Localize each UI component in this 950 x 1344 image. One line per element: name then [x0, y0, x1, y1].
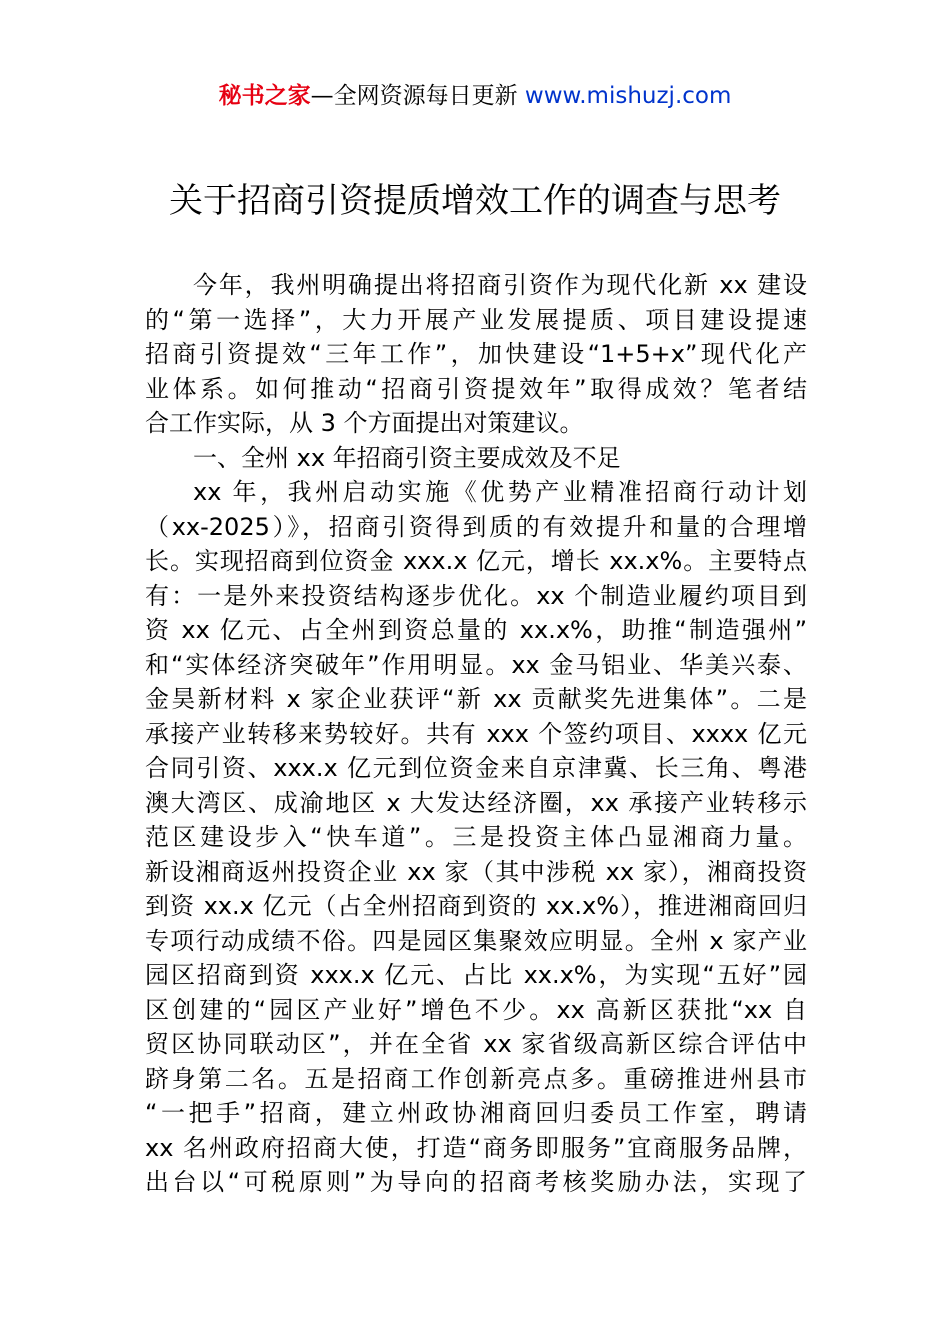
body-line: 今年，我州明确提出将招商引资作为现代化新 xx 建设 [193, 271, 807, 299]
body-line: 资 xx 亿元、占全州到资总量的 xx.x%，助推“制造强州” [145, 616, 807, 644]
section-heading: 一、全州 xx 年招商引资主要成效及不足 [193, 443, 621, 472]
body-line: 业体系。如何推动“招商引资提效年”取得成效？笔者结 [145, 374, 807, 403]
body-line: （xx-2025）》，招商引资得到质的有效提升和量的合理增 [145, 512, 807, 541]
body-line: xx 名州政府招商大使，打造“商务即服务”宜商服务品牌， [145, 1133, 807, 1162]
body-line: 有：一是外来投资结构逐步优化。xx 个制造业履约项目到 [145, 581, 807, 610]
document-body [145, 268, 807, 1200]
site-header [0, 80, 950, 112]
body-line: 跻身第二名。五是招商工作创新亮点多。重磅推进州县市 [145, 1064, 807, 1093]
body-line: 范区建设步入“快车道”。三是投资主体凸显湘商力量。 [145, 823, 807, 851]
body-line: 招商引资提效“三年工作”，加快建设“1+5+x”现代化产 [145, 340, 807, 368]
body-line: 出台以“可税原则”为导向的招商考核奖励办法，实现了 [145, 1168, 807, 1196]
body-line: 金昊新材料 x 家企业获评“新 xx 贡献奖先进集体”。二是 [145, 685, 807, 713]
site-brand: 秘书之家 [218, 83, 311, 109]
body-line: 合工作实际，从 3 个方面提出对策建议。 [145, 409, 584, 437]
body-line: 新设湘商返州投资企业 xx 家（其中涉税 xx 家），湘商投资 [145, 857, 807, 886]
body-line: “一把手”招商，建立州政协湘商回归委员工作室，聘请 [145, 1099, 807, 1127]
site-tagline: —全网资源每日更新 [310, 83, 525, 109]
body-line: 合同引资、xxx.x 亿元到位资金来自京津冀、长三角、粤港 [145, 754, 807, 782]
body-line: 和“实体经济突破年”作用明显。xx 金马铝业、华美兴泰、 [145, 650, 807, 679]
body-line: xx 年，我州启动实施《优势产业精准招商行动计划 [193, 478, 807, 506]
body-line: 到资 xx.x 亿元（占全州招商到资的 xx.x%），推进湘商回归 [145, 892, 807, 920]
body-line: 承接产业转移来势较好。共有 xxx 个签约项目、xxxx 亿元 [145, 719, 807, 748]
body-line: 澳大湾区、成渝地区 x 大发达经济圈，xx 承接产业转移示 [145, 788, 807, 817]
body-line: 长。实现招商到位资金 xxx.x 亿元，增长 xx.x%。主要特点 [145, 547, 807, 575]
body-line: 区创建的“园区产业好”增色不少。xx 高新区获批“xx 自 [145, 995, 807, 1024]
body-line: 园区招商到资 xxx.x 亿元、占比 xx.x%，为实现“五好”园 [145, 961, 807, 989]
document-title: 关于招商引资提质增效工作的调查与思考 [169, 181, 781, 221]
body-line: 贸区协同联动区”，并在全省 xx 家省级高新区综合评估中 [145, 1030, 807, 1058]
body-line: 专项行动成绩不俗。四是园区集聚效应明显。全州 x 家产业 [145, 926, 807, 955]
site-url-link[interactable]: www.mishuzj.com [524, 83, 732, 109]
body-line: 的“第一选择”，大力开展产业发展提质、项目建设提速 [145, 305, 807, 334]
